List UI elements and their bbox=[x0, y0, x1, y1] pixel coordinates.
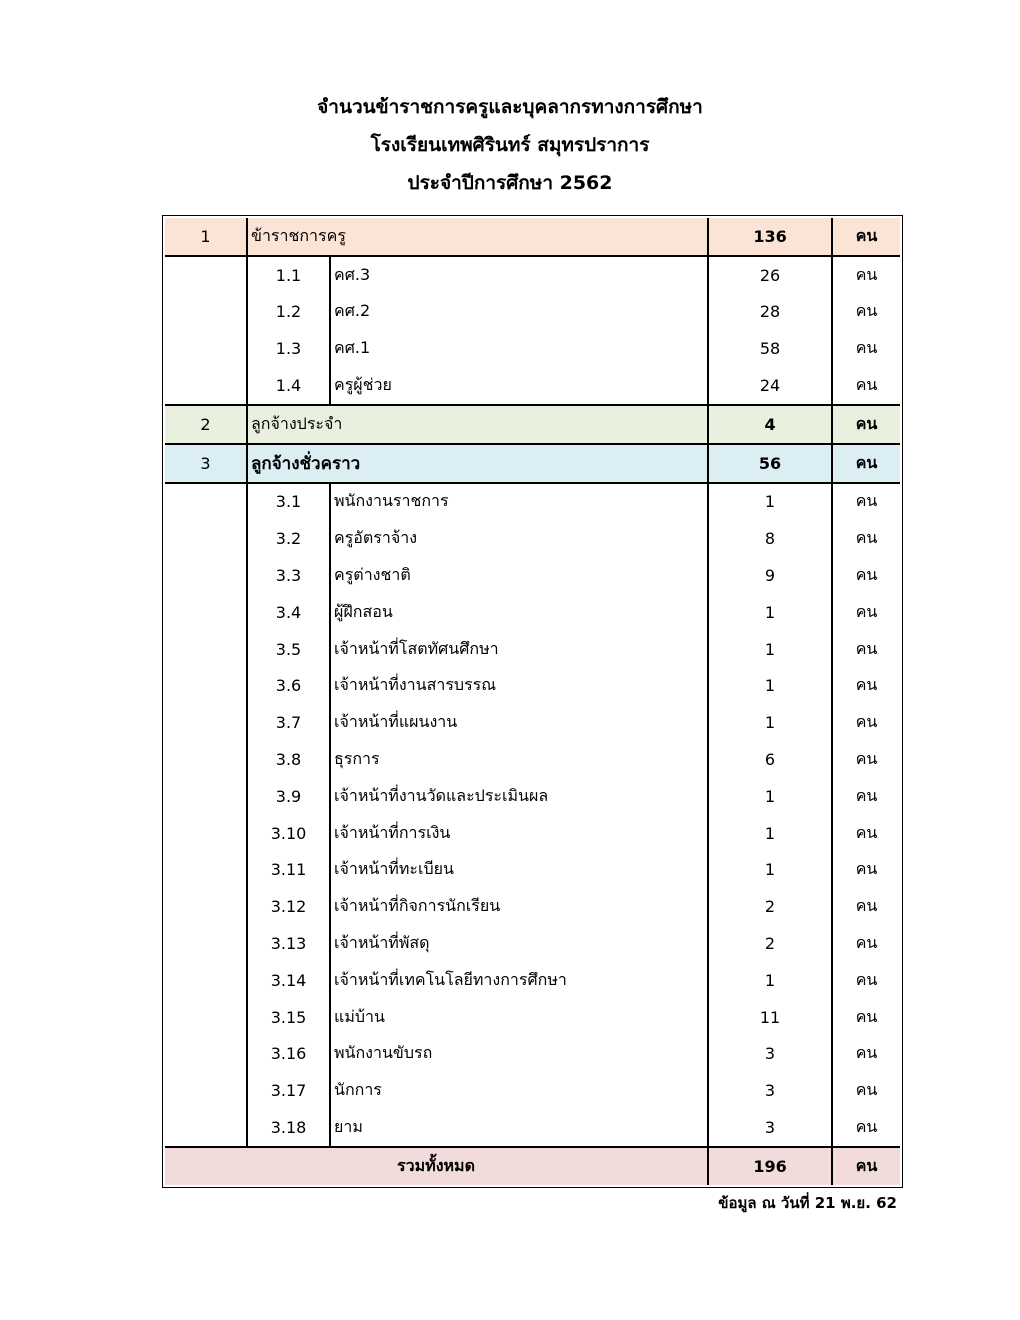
section-row bbox=[165, 405, 900, 444]
table-row bbox=[165, 631, 900, 668]
table-row bbox=[165, 483, 900, 521]
item-name: ครูผู้ช่วย bbox=[330, 367, 708, 405]
unit-label: คน bbox=[832, 483, 900, 521]
item-number: 1.4 bbox=[247, 367, 330, 405]
table-row bbox=[165, 1036, 900, 1073]
item-count: 1 bbox=[708, 815, 832, 852]
empty-cell bbox=[165, 1109, 247, 1147]
item-name: พนักงานขับรถ bbox=[330, 1036, 708, 1073]
item-number: 3.3 bbox=[247, 557, 330, 594]
title-line-1: จำนวนข้าราชการครูและบุคลากรทางการศึกษา bbox=[317, 96, 703, 118]
unit-label: คน bbox=[832, 1036, 900, 1073]
unit-label: คน bbox=[832, 444, 900, 483]
unit-label: คน bbox=[832, 1109, 900, 1147]
table-row bbox=[165, 852, 900, 889]
staff-table-body bbox=[165, 218, 900, 1185]
item-count: 11 bbox=[708, 999, 832, 1036]
item-count: 9 bbox=[708, 557, 832, 594]
item-name: ธุรการ bbox=[330, 741, 708, 778]
section-name: ลูกจ้างชั่วคราว bbox=[247, 444, 708, 483]
unit-label: คน bbox=[832, 888, 900, 925]
item-count: 1 bbox=[708, 594, 832, 631]
empty-cell bbox=[165, 668, 247, 705]
item-count: 1 bbox=[708, 631, 832, 668]
item-name: คศ.2 bbox=[330, 294, 708, 331]
item-number: 3.13 bbox=[247, 925, 330, 962]
section-number: 1 bbox=[165, 218, 247, 256]
total-count: 196 bbox=[708, 1147, 832, 1185]
unit-label: คน bbox=[832, 294, 900, 331]
title-line-2: โรงเรียนเทพศิรินทร์ สมุทรปราการ bbox=[370, 134, 650, 156]
section-number: 2 bbox=[165, 405, 247, 444]
item-count: 3 bbox=[708, 1109, 832, 1147]
item-number: 3.7 bbox=[247, 704, 330, 741]
item-number: 3.10 bbox=[247, 815, 330, 852]
unit-label: คน bbox=[832, 218, 900, 256]
item-name: ครูต่างชาติ bbox=[330, 557, 708, 594]
section-number: 3 bbox=[165, 444, 247, 483]
table-row bbox=[165, 330, 900, 367]
empty-cell bbox=[165, 962, 247, 999]
item-count: 24 bbox=[708, 367, 832, 405]
item-name: เจ้าหน้าที่โสตทัศนศึกษา bbox=[330, 631, 708, 668]
section-count: 4 bbox=[708, 405, 832, 444]
item-name: เจ้าหน้าที่เทคโนโลยีทางการศึกษา bbox=[330, 962, 708, 999]
empty-cell bbox=[165, 483, 247, 521]
unit-label: คน bbox=[832, 999, 900, 1036]
table-row bbox=[165, 557, 900, 594]
unit-label: คน bbox=[832, 1147, 900, 1185]
data-date-note: ข้อมูล ณ วันที่ 21 พ.ย. 62 bbox=[718, 1194, 897, 1212]
total-row bbox=[165, 1147, 900, 1185]
item-number: 3.12 bbox=[247, 888, 330, 925]
unit-label: คน bbox=[832, 704, 900, 741]
section-name: ลูกจ้างประจำ bbox=[247, 405, 708, 444]
unit-label: คน bbox=[832, 631, 900, 668]
table-row bbox=[165, 520, 900, 557]
table-row bbox=[165, 668, 900, 705]
table-row bbox=[165, 704, 900, 741]
item-count: 58 bbox=[708, 330, 832, 367]
item-name: พนักงานราชการ bbox=[330, 483, 708, 521]
title-line-3: ประจำปีการศึกษา 2562 bbox=[407, 172, 613, 194]
unit-label: คน bbox=[832, 520, 900, 557]
table-row bbox=[165, 256, 900, 294]
table-row bbox=[165, 1109, 900, 1147]
table-row bbox=[165, 294, 900, 331]
item-name: เจ้าหน้าที่กิจการนักเรียน bbox=[330, 888, 708, 925]
unit-label: คน bbox=[832, 741, 900, 778]
item-name: เจ้าหน้าที่แผนงาน bbox=[330, 704, 708, 741]
table-row bbox=[165, 594, 900, 631]
empty-cell bbox=[165, 1072, 247, 1109]
item-number: 3.18 bbox=[247, 1109, 330, 1147]
total-label: รวมทั้งหมด bbox=[165, 1147, 708, 1185]
item-name: เจ้าหน้าที่พัสดุ bbox=[330, 925, 708, 962]
empty-cell bbox=[165, 1036, 247, 1073]
unit-label: คน bbox=[832, 925, 900, 962]
item-name: เจ้าหน้าที่การเงิน bbox=[330, 815, 708, 852]
item-name: ผู้ฝึกสอน bbox=[330, 594, 708, 631]
unit-label: คน bbox=[832, 668, 900, 705]
table-row bbox=[165, 1072, 900, 1109]
item-count: 1 bbox=[708, 778, 832, 815]
empty-cell bbox=[165, 594, 247, 631]
empty-cell bbox=[165, 999, 247, 1036]
section-count: 56 bbox=[708, 444, 832, 483]
item-count: 2 bbox=[708, 888, 832, 925]
section-row bbox=[165, 444, 900, 483]
empty-cell bbox=[165, 852, 247, 889]
unit-label: คน bbox=[832, 367, 900, 405]
table-row bbox=[165, 999, 900, 1036]
section-count: 136 bbox=[708, 218, 832, 256]
table-row bbox=[165, 962, 900, 999]
item-count: 6 bbox=[708, 741, 832, 778]
item-number: 3.6 bbox=[247, 668, 330, 705]
empty-cell bbox=[165, 888, 247, 925]
item-count: 1 bbox=[708, 483, 832, 521]
unit-label: คน bbox=[832, 557, 900, 594]
table-row bbox=[165, 925, 900, 962]
empty-cell bbox=[165, 557, 247, 594]
item-name: ครูอัตราจ้าง bbox=[330, 520, 708, 557]
item-name: คศ.1 bbox=[330, 330, 708, 367]
staff-table bbox=[165, 218, 900, 1185]
empty-cell bbox=[165, 925, 247, 962]
unit-label: คน bbox=[832, 405, 900, 444]
document-titles bbox=[0, 88, 1020, 202]
table-row bbox=[165, 741, 900, 778]
item-name: เจ้าหน้าที่งานสารบรรณ bbox=[330, 668, 708, 705]
unit-label: คน bbox=[832, 815, 900, 852]
item-count: 1 bbox=[708, 704, 832, 741]
table-row bbox=[165, 815, 900, 852]
table-row bbox=[165, 888, 900, 925]
empty-cell bbox=[165, 704, 247, 741]
item-count: 1 bbox=[708, 962, 832, 999]
item-count: 3 bbox=[708, 1036, 832, 1073]
item-name: แม่บ้าน bbox=[330, 999, 708, 1036]
item-number: 1.3 bbox=[247, 330, 330, 367]
item-number: 3.16 bbox=[247, 1036, 330, 1073]
item-count: 1 bbox=[708, 668, 832, 705]
item-number: 3.15 bbox=[247, 999, 330, 1036]
item-count: 1 bbox=[708, 852, 832, 889]
unit-label: คน bbox=[832, 330, 900, 367]
item-count: 28 bbox=[708, 294, 832, 331]
item-number: 3.17 bbox=[247, 1072, 330, 1109]
table-row bbox=[165, 778, 900, 815]
empty-cell bbox=[165, 520, 247, 557]
unit-label: คน bbox=[832, 1072, 900, 1109]
item-number: 3.11 bbox=[247, 852, 330, 889]
section-row bbox=[165, 218, 900, 256]
item-number: 1.2 bbox=[247, 294, 330, 331]
staff-table-frame bbox=[162, 215, 903, 1188]
unit-label: คน bbox=[832, 852, 900, 889]
item-number: 1.1 bbox=[247, 256, 330, 294]
item-number: 3.2 bbox=[247, 520, 330, 557]
item-name: ยาม bbox=[330, 1109, 708, 1147]
empty-cell bbox=[165, 367, 247, 405]
item-number: 3.4 bbox=[247, 594, 330, 631]
item-number: 3.1 bbox=[247, 483, 330, 521]
item-name: คศ.3 bbox=[330, 256, 708, 294]
item-count: 2 bbox=[708, 925, 832, 962]
unit-label: คน bbox=[832, 594, 900, 631]
item-name: เจ้าหน้าที่งานวัดและประเมินผล bbox=[330, 778, 708, 815]
item-count: 8 bbox=[708, 520, 832, 557]
unit-label: คน bbox=[832, 962, 900, 999]
section-name: ข้าราชการครู bbox=[247, 218, 708, 256]
item-count: 26 bbox=[708, 256, 832, 294]
empty-cell bbox=[165, 256, 247, 294]
item-count: 3 bbox=[708, 1072, 832, 1109]
unit-label: คน bbox=[832, 256, 900, 294]
item-number: 3.5 bbox=[247, 631, 330, 668]
empty-cell bbox=[165, 294, 247, 331]
empty-cell bbox=[165, 815, 247, 852]
item-name: เจ้าหน้าที่ทะเบียน bbox=[330, 852, 708, 889]
item-number: 3.8 bbox=[247, 741, 330, 778]
empty-cell bbox=[165, 631, 247, 668]
item-name: นักการ bbox=[330, 1072, 708, 1109]
empty-cell bbox=[165, 778, 247, 815]
table-row bbox=[165, 367, 900, 405]
empty-cell bbox=[165, 741, 247, 778]
item-number: 3.14 bbox=[247, 962, 330, 999]
item-number: 3.9 bbox=[247, 778, 330, 815]
empty-cell bbox=[165, 330, 247, 367]
unit-label: คน bbox=[832, 778, 900, 815]
